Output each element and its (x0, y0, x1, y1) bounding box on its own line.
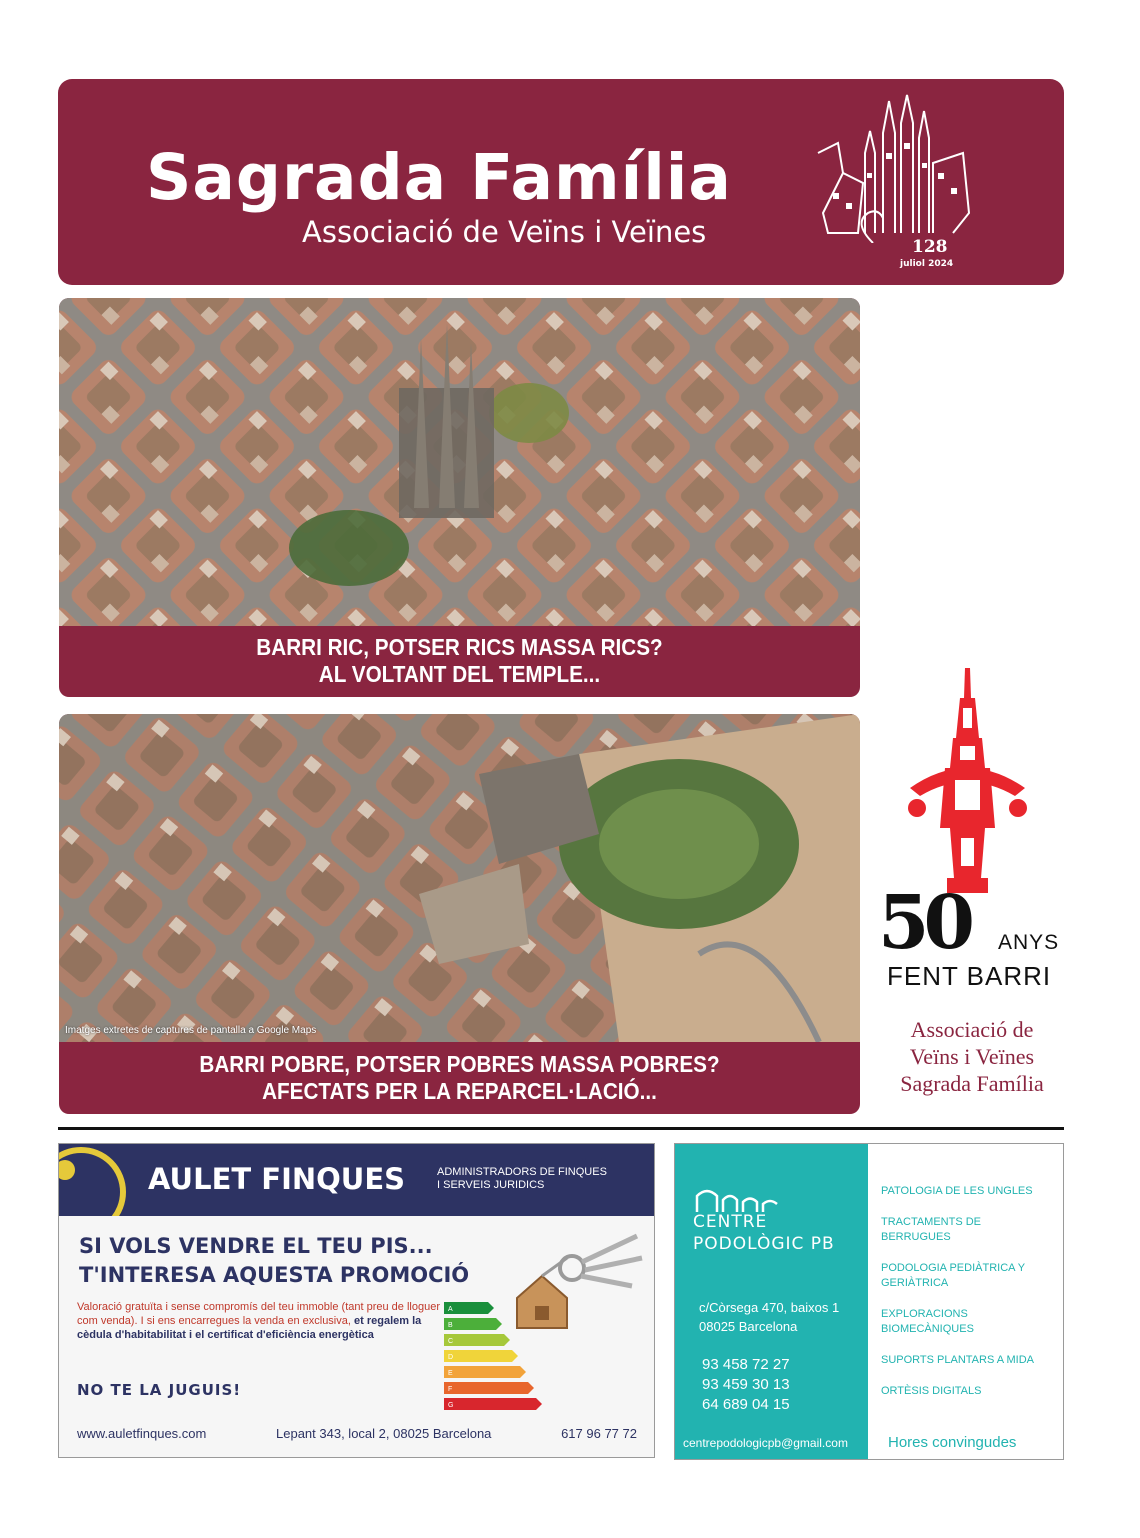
podo-address-2: 08025 Barcelona (699, 1319, 798, 1334)
caption-line-1: BARRI POBRE, POTSER POBRES MASSA POBRES? (199, 1051, 720, 1077)
aulet-finques-ad (58, 1143, 655, 1458)
podo-name-1: CENTRE (693, 1212, 768, 1232)
podo-phone-3[interactable]: 64 689 04 15 (702, 1396, 790, 1413)
energy-label-e: E (448, 1370, 453, 1377)
masthead-subtitle: Associació de Veïns i Veïnes (302, 215, 707, 249)
image-credit: Imatges extretes de captures de pantalla a Google Maps (65, 1025, 317, 1036)
aulet-name: AULET FINQUES (148, 1162, 406, 1196)
aulet-tagline-2: I SERVEIS JURIDICS (437, 1179, 545, 1191)
issue-date: juliol 2024 (900, 259, 954, 269)
energy-label-f: F (448, 1386, 453, 1393)
association-line-3: Sagrada Família (900, 1071, 1044, 1096)
podo-email-link[interactable]: centrepodologicpb@gmail.com (683, 1436, 848, 1450)
podo-name (693, 1211, 835, 1255)
aulet-headline-2: T'INTERESA AQUESTA PROMOCIÓ (79, 1263, 470, 1287)
association-line-2: Veïns i Veïnes (909, 1044, 1035, 1069)
masthead-title: Sagrada Família (146, 141, 732, 214)
energy-label-g: G (448, 1402, 454, 1409)
aulet-tagline-1: ADMINISTRADORS DE FINQUES (437, 1166, 607, 1178)
photo-panel-poor (59, 714, 860, 1114)
aulet-body-text (77, 1300, 442, 1342)
podo-contact-panel (675, 1144, 868, 1459)
aulet-body-2: et regalem la cèdula d'habitabilitat i el certificat d'eficiència energètica (77, 1315, 422, 1341)
podo-service-item: PATOLOGIA DE LES UNGLES (881, 1185, 1033, 1197)
podo-service-item: SUPORTS PLANTARS A MIDA (881, 1354, 1035, 1366)
aulet-website-link[interactable]: www.auletfinques.com (77, 1426, 207, 1441)
sagrada-familia-sketch-icon (813, 93, 973, 243)
aulet-footer (77, 1426, 637, 1441)
aulet-logo-icon (59, 1144, 139, 1216)
podo-name-2: PODOLÒGIC PB (693, 1234, 835, 1254)
masthead-banner (58, 79, 1064, 285)
aerial-photo-park (59, 714, 860, 1042)
podo-services-list (881, 1184, 1061, 1415)
aulet-cta: NO TE LA JUGUIS! (77, 1381, 242, 1399)
caption-line-1: BARRI RIC, POTSER RICS MASSA RICS? (256, 634, 663, 660)
podo-phone-2[interactable]: 93 459 30 13 (702, 1376, 790, 1393)
energy-label-b: B (448, 1322, 453, 1329)
anniversary-number: 50 (878, 880, 969, 966)
caption-line-2: AFECTATS PER LA REPARCEL·LACIÓ... (262, 1078, 657, 1104)
aulet-tagline (437, 1166, 607, 1192)
association-line-1: Associació de (910, 1017, 1034, 1042)
photo-panel-rich (59, 298, 860, 697)
energy-label-d: D (448, 1354, 454, 1361)
podo-service-item: TRACTAMENTS DE BERRUGUES (881, 1216, 982, 1243)
anniversary-fent-barri: FENT BARRI (887, 961, 1052, 991)
association-name (872, 1016, 1072, 1097)
energy-label-c: C (448, 1338, 454, 1345)
centre-podologic-ad (674, 1143, 1064, 1460)
aulet-address: Lepant 343, local 2, 08025 Barcelona (276, 1426, 492, 1441)
panel-caption (99, 625, 820, 697)
podo-arches-logo-icon (695, 1186, 780, 1212)
podo-phone-1[interactable]: 93 458 72 27 (702, 1356, 790, 1373)
energy-label-a: A (448, 1306, 453, 1313)
issue-number: 128 (912, 237, 948, 257)
podo-service-item: PODOLOGIA PEDIÀTRICA Y GERIÀTRICA (881, 1262, 1025, 1289)
podo-service-item: EXPLORACIONS BIOMECÀNIQUES (881, 1308, 974, 1335)
section-divider (58, 1127, 1064, 1130)
aulet-phone[interactable]: 617 96 77 72 (561, 1426, 637, 1441)
aulet-header (59, 1144, 654, 1216)
podo-hours: Hores convingudes (888, 1434, 1017, 1451)
panel-caption (99, 1042, 820, 1114)
lamppost-tower-icon (905, 668, 1030, 893)
podo-service-item: ORTÈSIS DIGITALS (881, 1385, 982, 1397)
aulet-headline-1: SI VOLS VENDRE EL TEU PIS... (79, 1234, 433, 1258)
aerial-photo-temple (59, 298, 860, 626)
podo-address-1: c/Còrsega 470, baixos 1 (699, 1300, 840, 1315)
caption-line-2: AL VOLTANT DEL TEMPLE... (318, 661, 601, 687)
house-keys-icon (497, 1228, 647, 1338)
aulet-headline (79, 1232, 469, 1290)
podo-address (699, 1298, 839, 1336)
podo-phones (702, 1355, 790, 1415)
aulet-body-1: Valoració gratuïta i sense compromís del teu immoble (tant preu de lloguer com venda). I si ens encarregues la venda en exclusiva, (77, 1301, 440, 1327)
anniversary-anys: ANYS (998, 931, 1060, 954)
